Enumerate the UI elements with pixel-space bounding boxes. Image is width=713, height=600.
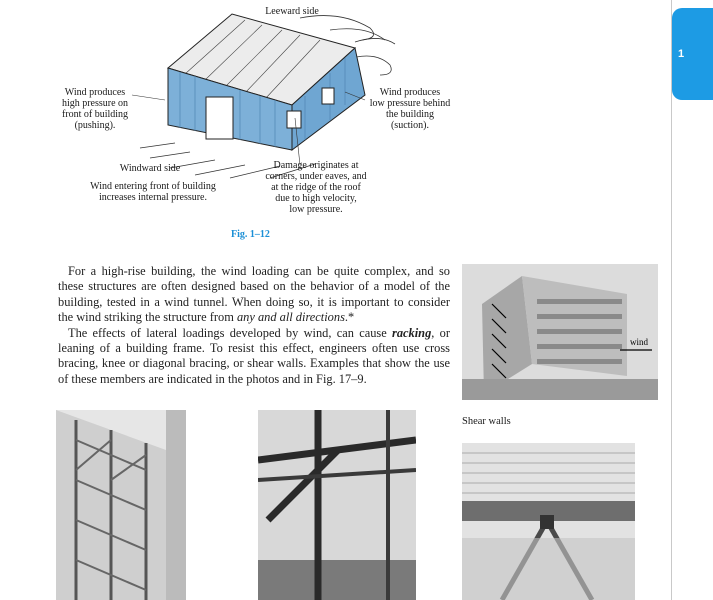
figure-caption: Fig. 1–12	[231, 229, 270, 240]
shear-wall-photo	[462, 443, 635, 600]
body-text	[58, 264, 450, 387]
label-damage: Damage originates at corners, under eaves, and at the ridge of the roof due to high velocity, low pressure.	[265, 160, 367, 215]
chapter-tab[interactable]	[672, 8, 713, 100]
windward-label: Windward side	[119, 163, 181, 174]
label-left-top: Wind produces high pressure on front of building (pushing).	[61, 87, 129, 131]
highrise-photo	[462, 264, 658, 400]
bracing-photo-2	[258, 410, 416, 600]
paragraph-2: The effects of lateral loadings developed by wind, can cause racking, or leaning of a building frame. To resist this effect, engineers often use cross bracing, knee or diagonal bracing, or shear walls. Examples that show the use of these members are indicated in the photos and in Fig. 17–9.	[58, 325, 450, 386]
paragraph-1: For a high-rise building, the wind loading can be quite complex, and so these structures are often designed based on the behavior of a model of the building, tested in a wind tunnel. When doing so, it is important to consider the wind striking the structure from any and all directions.*	[58, 264, 450, 325]
label-right-top: Wind produces low pressure behind the building (suction).	[369, 87, 451, 131]
shear-walls-caption: Shear walls	[462, 416, 511, 427]
chapter-number: 1	[678, 48, 685, 60]
label-entering: Wind entering front of building increases internal pressure.	[90, 181, 216, 203]
leeward-label: Leeward side	[265, 6, 319, 17]
bracing-photo-1	[56, 410, 186, 600]
wind-label: wind	[630, 337, 648, 347]
